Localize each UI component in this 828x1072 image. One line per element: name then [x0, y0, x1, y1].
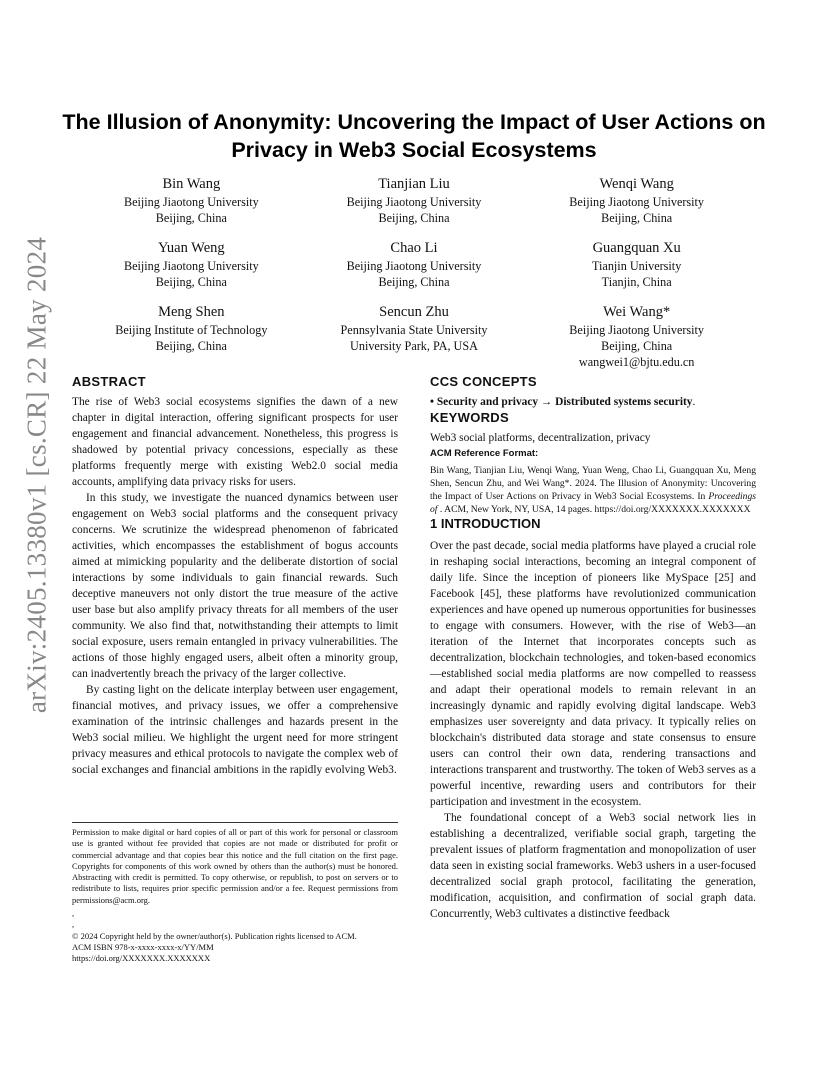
- author-block: [80, 174, 748, 370]
- author-affiliation: Pennsylvania State University: [340, 323, 488, 337]
- author-entry: [303, 238, 526, 290]
- acm-reference-proceedings: Proceedings of: [430, 491, 756, 515]
- author-entry: [525, 238, 748, 290]
- footnote-separator: ,: [72, 919, 75, 930]
- author-affiliation: Beijing Jiaotong University: [346, 259, 482, 273]
- isbn-notice: ACM ISBN 978-x-xxxx-xxxx-x/YY/MM: [72, 941, 214, 952]
- author-name: Meng Shen: [158, 304, 225, 320]
- arxiv-identifier: arXiv:2405.13380v1 [cs.CR] 22 May 2024: [21, 236, 52, 714]
- introduction-paragraph: The foundational concept of a Web3 social network lies in establishing a decentralized, verifiable social graph, targeting the prevalent issues of platform fragmentation and monopolization of user data seen in existing social frameworks. Web3 ushers in a user-focused decentralized social graph protocol, facilitating the generation, modification, acquisition, and confirmation of social graph data. Concurrently, Web3 cultivates a distinctive feedback: [430, 812, 756, 920]
- ccs-period: .: [692, 396, 696, 408]
- author-name: Guangquan Xu: [592, 240, 681, 256]
- abstract-heading: ABSTRACT: [72, 374, 146, 389]
- paper-title: The Illusion of Anonymity: Uncovering the Impact of User Actions on Privacy in Web3 Social Ecosystems: [62, 110, 766, 162]
- acm-reference-text: [430, 464, 756, 516]
- author-location: University Park, PA, USA: [350, 339, 478, 353]
- footnote-separator: ,: [72, 908, 75, 919]
- author-location: Tianjin, China: [601, 275, 672, 289]
- author-affiliation: Beijing Jiaotong University: [569, 195, 705, 209]
- author-affiliation: Beijing Jiaotong University: [569, 323, 705, 337]
- author-entry: [525, 174, 748, 226]
- right-column: [430, 374, 756, 922]
- author-location: Beijing, China: [378, 275, 450, 289]
- doi-link[interactable]: https://doi.org/XXXXXXX.XXXXXXX: [72, 953, 211, 964]
- abstract-paragraph: By casting light on the delicate interplay between user engagement, financial motives, and privacy issues, we offer a comprehensive examination of the intrinsic challenges and hazards present in the Web3 social milieu. We highlight the urgent need for more stringent privacy measures and ethical protocols to navigate the complex web of social exchanges and financial ambitions in the rapidly evolving Web3.: [72, 684, 398, 776]
- author-location: Beijing, China: [155, 275, 227, 289]
- author-entry: [80, 238, 303, 290]
- author-affiliation: Beijing Jiaotong University: [123, 259, 259, 273]
- abstract-paragraph: The rise of Web3 social ecosystems signifies the dawn of a new chapter in digital interaction, offering significant prospects for user engagement and financial advancement. Nonetheless, this progress is shadowed by potential privacy concessions, especially as these platforms frequently merge with existing Web2.0 social media accounts, amplifying data privacy risks for users.: [72, 396, 398, 488]
- author-entry: [303, 302, 526, 370]
- author-entry: [525, 302, 748, 370]
- left-column: [72, 374, 398, 778]
- author-location: Beijing, China: [378, 211, 450, 225]
- introduction-heading: 1 INTRODUCTION: [430, 516, 541, 531]
- author-email[interactable]: wangwei1@bjtu.edu.cn: [578, 355, 695, 369]
- keywords-text: Web3 social platforms, decentralization, privacy: [430, 432, 651, 444]
- arxiv-sidebar: [21, 236, 52, 714]
- introduction-paragraph: Over the past decade, social media platforms have played a crucial role in reshaping social interactions, becoming an integral component of daily life. Since the inception of pioneers like MySpace [25] and Facebook [45], these platforms have revolutionized communication experiences and have opened up numerous opportunities for businesses to engage with consumers. However, with the rise of Web3—an iteration of the Internet that incorporates concepts such as decentralization, blockchain technologies, and token-based economics—established social media platforms are now compelled to reassess and adapt their operational models to remain relevant in an increasingly dynamic and rapidly evolving digital landscape. Web3 emphasizes user sovereignty and data privacy. It typically relies on blockchain's distributed data storage and state consensus to ensure users can control their own data, rendering transactions and interactions transparent and trustworthy. The token of Web3 serves as a powerful incentive, rewarding users and contributors for their participation and investment in the ecosystem.: [430, 540, 756, 808]
- author-affiliation: Beijing Jiaotong University: [346, 195, 482, 209]
- permission-notice: Permission to make digital or hard copies of all or part of this work for personal or classroom use is granted without fee provided that copies are not made or distributed for profit or commercial advantage and that copies bear this notice and the full citation on the first page. Copyrights for components of this work owned by others than the author(s) must be honored. Abstracting with credit is permitted. To copy otherwise, or republish, to post on servers or to redistribute to lists, requires prior specific permission and/or a fee. Request permissions from permissions@acm.org.: [72, 827, 398, 905]
- copyright-notice: © 2024 Copyright held by the owner/author(s). Publication rights licensed to ACM.: [72, 930, 357, 941]
- author-location: Beijing, China: [601, 211, 673, 225]
- author-entry: [80, 302, 303, 370]
- acm-reference-main: Bin Wang, Tianjian Liu, Wenqi Wang, Yuan Weng, Chao Li, Guangquan Xu, Meng Shen, Sencun Zhu, and Wei Wang*. 2024. The Illusion of Anonymity: Uncovering the Impact of User Actions on Privacy in Web3 Social Ecosystems. In: [430, 465, 756, 502]
- author-entry: [80, 174, 303, 226]
- author-name: Sencun Zhu: [379, 304, 449, 320]
- author-name: Bin Wang: [162, 176, 221, 192]
- ccs-concept-text: • Security and privacy → Distributed systems security: [430, 396, 693, 408]
- author-affiliation: Beijing Jiaotong University: [123, 195, 259, 209]
- acm-reference-heading: ACM Reference Format:: [430, 448, 539, 459]
- author-name: Wenqi Wang: [599, 176, 674, 192]
- author-location: Beijing, China: [155, 339, 227, 353]
- author-entry: [303, 174, 526, 226]
- author-location: Beijing, China: [155, 211, 227, 225]
- author-location: Beijing, China: [601, 339, 673, 353]
- ccs-heading: CCS CONCEPTS: [430, 374, 537, 389]
- author-name: Chao Li: [390, 240, 438, 256]
- permission-footnote: [72, 822, 398, 965]
- author-affiliation: Beijing Institute of Technology: [115, 323, 268, 337]
- keywords-heading: KEYWORDS: [430, 410, 509, 425]
- author-name: Wei Wang*: [603, 304, 671, 320]
- author-name: Tianjian Liu: [378, 176, 450, 192]
- acm-reference-tail: . ACM, New York, NY, USA, 14 pages. https://doi.org/XXXXXXX.XXXXXXX: [439, 504, 751, 515]
- author-affiliation: Tianjin University: [592, 259, 682, 273]
- ccs-concepts: [430, 394, 756, 410]
- author-name: Yuan Weng: [158, 240, 225, 256]
- abstract-paragraph: In this study, we investigate the nuanced dynamics between user engagement on Web3 social platforms and the consequent privacy concerns. We scrutinize the widespread phenomenon of fabricated activities, which encompasses the establishment of bogus accounts aimed at mimicking popularity and the deliberate distortion of social interactions by some individuals to gain financial rewards. Such deceptive maneuvers not only distort the true measure of the active user base but also amplify privacy threats for all members of the user community. We also find that, notwithstanding their attempts to limit social exposure, users remain entangled in privacy vulnerabilities. The actions of those highly engaged users, albeit often a minority group, can inadvertently breach the privacy of the larger collective.: [72, 492, 398, 680]
